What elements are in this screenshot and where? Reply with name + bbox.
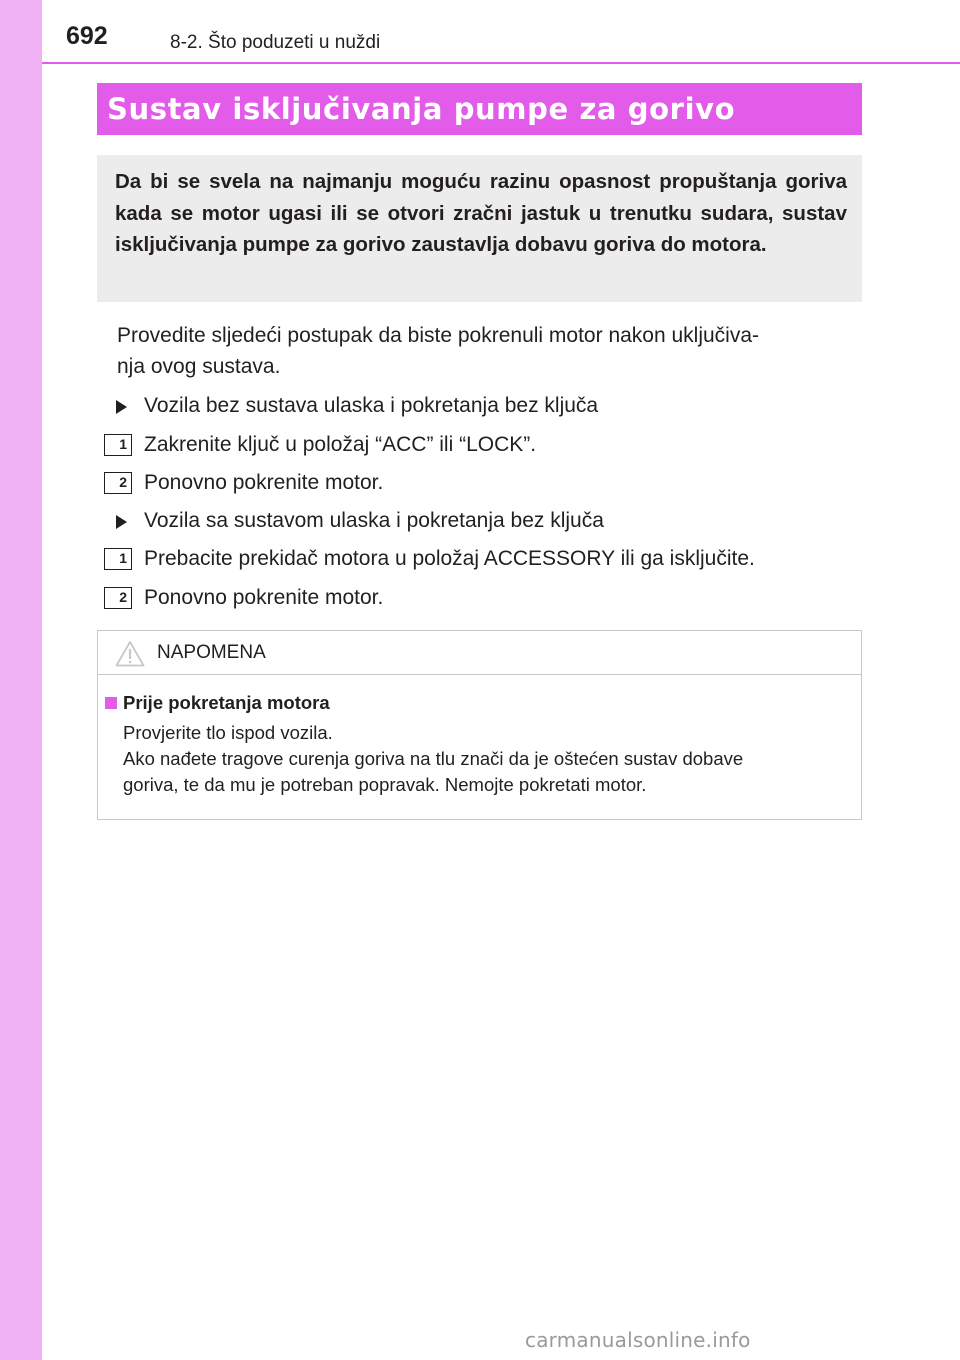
- square-bullet-icon: [105, 697, 117, 709]
- section-label: 8-2. Što poduzeti u nuždi: [170, 32, 381, 53]
- instruction-paragraph: [117, 320, 857, 382]
- procedure-heading-with-smart-key: [104, 505, 864, 537]
- intro-box: [97, 155, 862, 302]
- title-bar: [97, 83, 862, 135]
- note-label: NAPOMENA: [157, 642, 266, 663]
- step-number-badge: 1: [104, 434, 132, 456]
- step-text: Zakrenite ključ u položaj “ACC” ili “LOCK”.: [144, 433, 537, 456]
- step-row: [104, 429, 864, 461]
- step-number-badge: 1: [104, 548, 132, 570]
- procedure-heading-text: Vozila bez sustava ulaska i pokretanja bez ključa: [144, 394, 599, 417]
- step-row: [104, 467, 864, 499]
- note-header: [98, 631, 861, 675]
- paragraph-line-1: Provedite sljedeći postupak da biste pokrenuli motor nakon uključiva-: [117, 324, 760, 347]
- arrow-right-icon: [116, 400, 127, 414]
- step-row: [104, 582, 864, 614]
- note-line: Ako nađete tragove curenja goriva na tlu znači da je oštećen sustav dobave: [123, 748, 744, 769]
- page-number: 692: [66, 22, 108, 50]
- step-number-badge: 2: [104, 587, 132, 609]
- note-subtitle: Prije pokretanja motora: [123, 692, 330, 713]
- intro-text: Da bi se svela na najmanju moguću razinu opasnost propuštanja goriva kada se motor ugasi ili se otvori zračni jastuk u trenutku sudara, sustav isključivanja pumpe za gorivo zaustavlja dobavu goriva do motora.: [115, 170, 847, 256]
- step-text: Ponovno pokrenite motor.: [144, 586, 384, 609]
- warning-triangle-icon: [115, 640, 145, 667]
- note-line: goriva, te da mu je potreban popravak. Nemojte pokretati motor.: [123, 774, 647, 795]
- step-text: Prebacite prekidač motora u položaj ACCESSORY ili ga isključite.: [144, 547, 755, 570]
- side-tab-strip: [0, 0, 42, 1360]
- procedure-heading-text: Vozila sa sustavom ulaska i pokretanja bez ključa: [144, 509, 604, 532]
- note-body: [123, 720, 853, 798]
- step-text: Ponovno pokrenite motor.: [144, 471, 384, 494]
- watermark: carmanualsonline.info: [525, 1328, 751, 1352]
- procedure-heading-without-smart-key: [104, 390, 864, 422]
- note-box: [97, 630, 862, 820]
- note-line: Provjerite tlo ispod vozila.: [123, 722, 333, 743]
- step-number-badge: 2: [104, 472, 132, 494]
- arrow-right-icon: [116, 515, 127, 529]
- paragraph-line-2: nja ovog sustava.: [117, 355, 281, 378]
- page-title: Sustav isključivanja pumpe za gorivo: [107, 92, 736, 126]
- step-row: [104, 543, 864, 575]
- header-rule: [42, 62, 960, 64]
